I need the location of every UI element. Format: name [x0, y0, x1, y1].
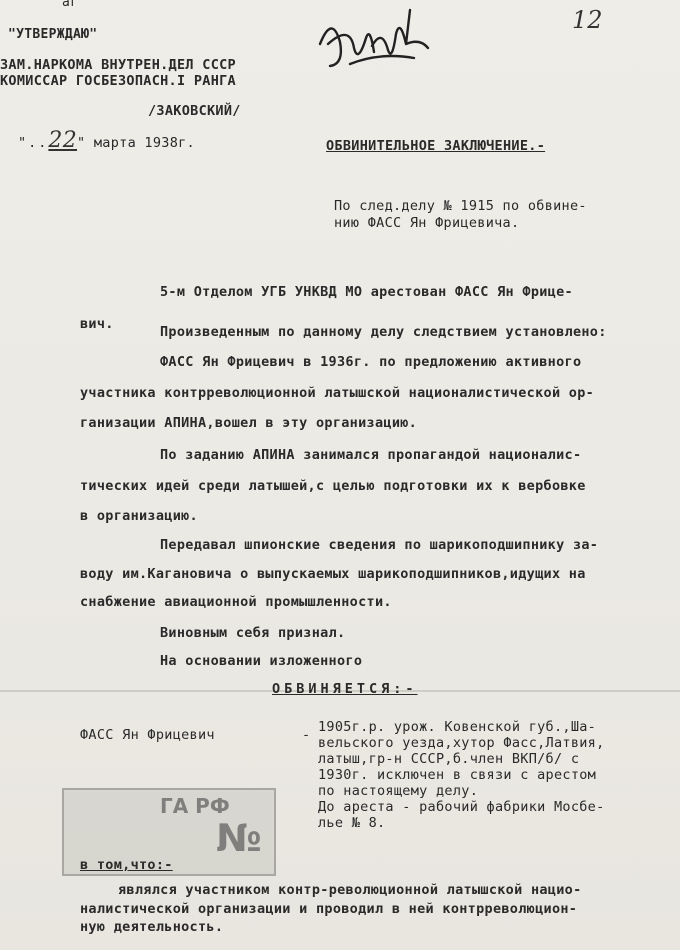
accused-dash: - [302, 727, 311, 743]
date-rest: " марта 1938г. [77, 135, 195, 151]
accused-detail-line: До ареста - рабочий фабрики Мосбе- [318, 799, 605, 815]
body-line: участника контрреволюционной латышской националистической ор- [80, 385, 595, 401]
document-title: ОБВИНИТЕЛЬНОЕ ЗАКЛЮЧЕНИЕ.- [326, 138, 546, 154]
signature [310, 4, 440, 84]
body-line: 5-м Отделом УГБ УНКВД МО арестован ФАСС Ян Фрице- [160, 284, 573, 300]
accused-detail-line: по настоящему делу. [318, 783, 479, 799]
charge-line: налистической организации и проводил в ней контрреволюцион- [80, 901, 578, 917]
body-line: в организацию. [80, 508, 198, 524]
body-line: Передавал шпионские сведения по шарикоподшипнику за- [160, 537, 599, 553]
stamp-text-number: № [216, 816, 262, 860]
page-number: 12 [572, 6, 603, 34]
body-line: воду им.Кагановича о выпускаемых шарикоподшипников,идущих на [80, 566, 586, 582]
stamp-text-archive: ГА РФ [160, 794, 230, 818]
body-line: снабжение авиационной промышленности. [80, 594, 392, 610]
body-line: Виновным себя признал. [160, 625, 346, 641]
body-line: На основании изложенного [160, 653, 363, 669]
accused-detail-line: лье № 8. [318, 815, 386, 831]
accused-detail-line: 1905г.р. урож. Ковенской губ.,Ша- [318, 719, 597, 735]
approval-date: "..22" марта 1938г. [18, 128, 195, 153]
body-line: тических идей среди латышей,с целью подготовки их к вербовке [80, 478, 586, 494]
accused-detail-line: вельского уезда,хутор Фасс,Латвия, [318, 735, 605, 751]
case-ref-line2: нию ФАСС Ян Фрицевича. [334, 215, 520, 231]
approve-label: "УТВЕРЖДАЮ" [8, 27, 98, 42]
accused-detail-line: латыш,гр-н СССР,б.член ВКП/б/ с [318, 751, 580, 767]
in-that-label: в том,что:- [80, 857, 173, 873]
approval-name: /ЗАКОВСКИЙ/ [148, 103, 241, 119]
case-ref-line1: По след.делу № 1915 по обвине- [334, 198, 587, 214]
body-line: ФАСС Ян Фрицевич в 1936г. по предложению активного [160, 354, 582, 370]
body-line: вич. [80, 316, 114, 332]
accused-name: ФАСС Ян Фрицевич [80, 727, 215, 743]
accused-detail-line: 1930г. исключен в связи с арестом [318, 767, 597, 783]
approve-partial-text: аг [62, 0, 79, 10]
body-line: Произведенным по данному делу следствием установлено: [160, 324, 607, 340]
charge-line: ную деятельность. [80, 919, 224, 935]
approval-position-line1: ЗАМ.НАРКОМА ВНУТРЕН.ДЕЛ СССР [0, 57, 236, 73]
body-line: ганизации АПИНА,вошел в эту организацию. [80, 415, 418, 431]
date-day-handwritten: 22 [48, 128, 77, 153]
approval-position-line2: КОМИССАР ГОСБЕЗОПАСН.I РАНГА [0, 73, 236, 89]
charge-line: являлся участником контр-революционной латышской нацио- [118, 882, 582, 898]
charged-heading: ОБВИНЯЕТСЯ:- [272, 681, 418, 697]
body-line: По заданию АПИНА занимался пропагандой националис- [160, 447, 582, 463]
